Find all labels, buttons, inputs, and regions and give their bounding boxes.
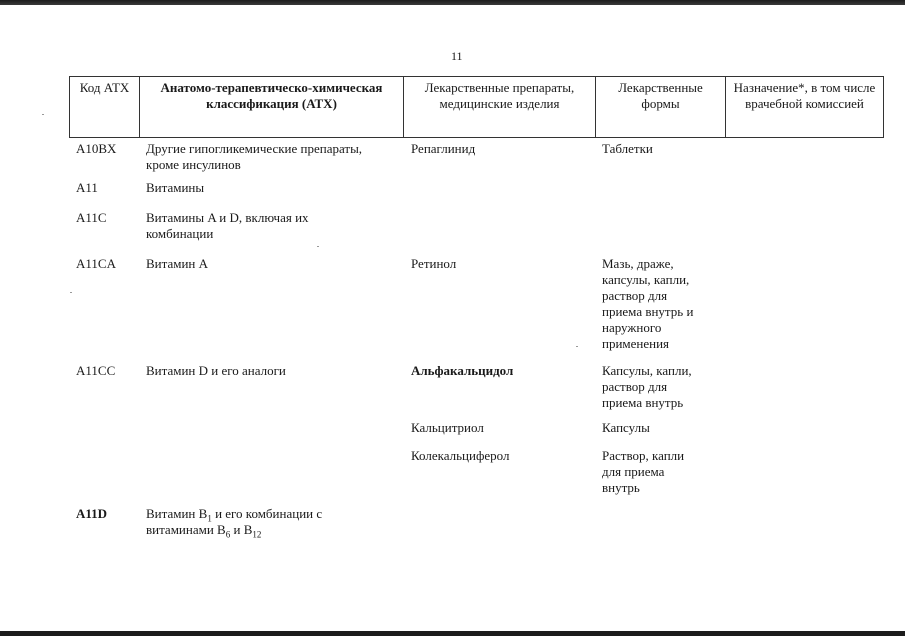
header-dosage-forms: Лекарственные формы	[596, 77, 726, 138]
dosage-form: Капсулы, капли, раствор для приема внутрь	[602, 363, 692, 410]
atc-code: A11	[76, 180, 98, 195]
classification-text: витаминами B	[146, 522, 226, 537]
classification-text: Витамин B	[146, 506, 208, 521]
drug-name: Колекальциферол	[411, 448, 510, 463]
subscript: 1	[207, 513, 212, 524]
atc-classification	[146, 506, 400, 538]
atc-classification: Витамины A и D, включая их комбинации	[146, 210, 309, 241]
atc-code: A11CA	[76, 256, 116, 271]
scan-edge-bottom	[0, 631, 905, 636]
header-row	[70, 77, 884, 138]
subscript: 6	[225, 529, 231, 540]
classification-text: и B	[230, 522, 253, 537]
atc-classification: Витамин D и его аналоги	[146, 363, 286, 378]
dosage-form: Капсулы	[602, 420, 650, 435]
scan-edge-top	[0, 0, 905, 5]
header-atc-code: Код АТХ	[70, 77, 140, 138]
atc-code: A11D	[76, 506, 108, 521]
dosage-form: Раствор, капли для приема внутрь	[602, 448, 685, 495]
header-prescription: Назначение*, в том числе врачебной комиссией	[726, 77, 884, 138]
scan-speck	[70, 292, 72, 293]
atc-code: A11C	[76, 210, 107, 225]
atc-classification: Витамины	[146, 180, 205, 195]
drug-name: Кальцитриол	[411, 420, 484, 435]
atc-code: A10BX	[76, 141, 117, 156]
atc-classification: Витамин A	[146, 256, 209, 271]
drug-name: Альфакальцидол	[411, 363, 514, 378]
scan-speck	[42, 114, 44, 115]
header-drugs: Лекарственные препараты, медицинские изделия	[404, 77, 596, 138]
scan-speck	[317, 246, 319, 247]
drug-name: Ретинол	[411, 256, 457, 271]
table-header	[69, 76, 884, 138]
drug-name: Репаглинид	[411, 141, 476, 156]
subscript: 12	[252, 529, 262, 540]
classification-text: и его комбинации с	[211, 506, 323, 521]
atc-classification: Другие гипогликемические препараты, кроме инсулинов	[146, 141, 363, 172]
dosage-form: Мазь, драже, капсулы, капли, раствор для приема внутрь и наружного применения	[602, 256, 694, 351]
scan-speck	[576, 346, 578, 347]
dosage-form: Таблетки	[602, 141, 653, 156]
page-number: 11	[451, 49, 463, 63]
header-atc-classification: Анатомо-терапевтическо-химическая классификация (АТХ)	[140, 77, 404, 138]
atc-code: A11CC	[76, 363, 116, 378]
